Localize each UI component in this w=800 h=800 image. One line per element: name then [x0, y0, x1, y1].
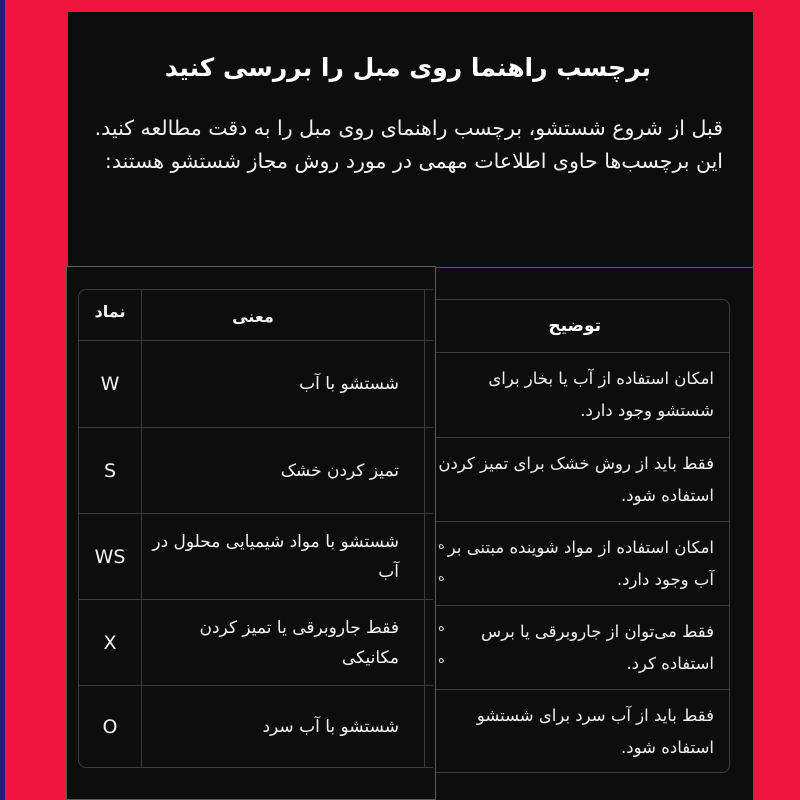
column-edge: [424, 600, 433, 685]
symbol-header: نماد: [79, 290, 142, 340]
column-edge: [424, 514, 433, 599]
meaning-header: معنی: [232, 307, 274, 326]
table-row: [426, 438, 729, 522]
table-row: [426, 606, 729, 690]
symbol-cell: WS: [79, 514, 142, 599]
symbol-cell: X: [79, 600, 142, 685]
cut-off-text-fragment: ه: [438, 538, 445, 553]
symbol-cell: S: [79, 428, 142, 513]
cut-off-text-fragment: ه: [438, 570, 445, 585]
description-table: [425, 299, 730, 773]
cut-off-text-fragment: ه: [438, 620, 445, 635]
header-panel: [68, 12, 753, 267]
symbol-cell: W: [79, 341, 142, 427]
cut-off-text-fragment: ه: [438, 652, 445, 667]
description-header: توضیح: [548, 316, 601, 336]
column-edge: [424, 341, 433, 427]
description-cell: امکان استفاده از مواد شوینده مبتنی بر آب وجود دارد.: [447, 537, 714, 589]
table-row: [79, 600, 433, 686]
table-row: [79, 341, 433, 428]
symbol-header-row: [79, 290, 433, 341]
column-edge: [424, 428, 433, 513]
symbol-cell: O: [79, 686, 142, 767]
table-row: [426, 353, 729, 438]
column-edge: [424, 686, 433, 767]
intro-paragraph: قبل از شروع شستشو، برچسب راهنمای روی مبل را به دقت مطالعه کنید. این برچسب‌ها حاوی اطلاعات مهمی در مورد روش مجاز شستشو هستند:: [94, 116, 723, 173]
column-edge: [424, 290, 433, 340]
table-row: [79, 686, 433, 767]
meaning-cell: شستشو با مواد شیمیایی محلول در آب: [152, 531, 399, 582]
page-title: برچسب راهنما روی مبل را بررسی کنید: [164, 53, 652, 82]
meaning-cell: شستشو با آب: [299, 374, 399, 394]
symbol-table: [78, 289, 433, 768]
meaning-cell: شستشو با آب سرد: [262, 716, 399, 737]
table-row: [79, 428, 433, 514]
description-cell: فقط باید از آب سرد برای شستشو استفاده شود.: [476, 705, 714, 757]
table-row: [426, 690, 729, 773]
description-cell: امکان استفاده از آب یا بخار برای شستشو وجود دارد.: [488, 369, 714, 420]
description-cell: فقط باید از روش خشک برای تمیز کردن استفاده شود.: [438, 453, 714, 505]
description-header-row: [426, 300, 729, 353]
description-cell: فقط می‌توان از جاروبرقی یا برس استفاده کرد.: [480, 621, 714, 673]
table-row: [426, 522, 729, 606]
meaning-cell: تمیز کردن خشک: [280, 460, 399, 481]
left-edge-strip: [0, 0, 5, 800]
meaning-cell: فقط جاروبرقی یا تمیز کردن مکانیکی: [199, 617, 399, 668]
table-row: [79, 514, 433, 600]
